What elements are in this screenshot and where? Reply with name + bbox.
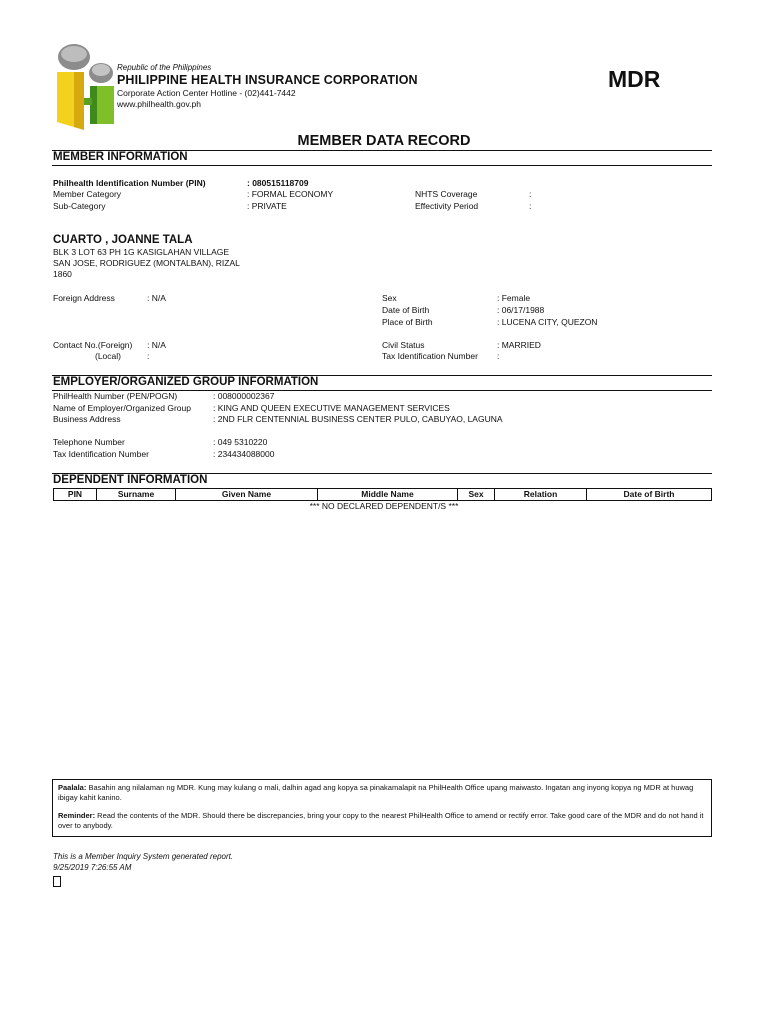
sex-label: Sex [382,293,397,303]
telephone-label: Telephone Number [53,437,125,447]
col-surname: Surname [97,489,176,501]
pin-value: : 080515118709 [247,178,309,188]
dob-value: : 06/17/1988 [497,305,545,315]
generated-timestamp: 9/25/2019 7:26:55 AM [53,863,132,872]
sex-value: : Female [497,293,531,303]
effectivity-value: : [529,201,532,211]
col-date-of-birth: Date of Birth [587,489,712,501]
contact-local-value: : [147,351,150,361]
pin-label: Philhealth Identification Number (PIN) [53,178,206,188]
member-category-value: : FORMAL ECONOMY [247,189,334,199]
reminder-label: Reminder: [58,811,96,820]
business-address-value: : 2ND FLR CENTENNIAL BUSINESS CENTER PULO, CABUYAO, LAGUNA [213,414,503,424]
address-line-1: BLK 3 LOT 63 PH 1G KASIGLAHAN VILLAGE [53,247,230,257]
paalala-text: Basahin ang nilalaman ng MDR. Kung may kulang o mali, dalhin agad ang kopya sa pinakamalapit na PhilHealth Office upang maiwasto. Ingatan ang inyong kopya ng MDR at huwag ibigay kahit kanino. [58,783,694,802]
contact-foreign-value: : N/A [147,340,166,350]
employer-tin-value: : 234434088000 [213,449,275,459]
section-divider [52,165,712,166]
form-code: MDR [608,66,661,92]
dependent-info-heading: DEPENDENT INFORMATION [53,474,208,486]
col-middle-name: Middle Name [318,489,458,501]
missing-glyph-icon [53,876,61,887]
foreign-address-label: Foreign Address [53,293,115,303]
business-address-label: Business Address [53,414,121,424]
philhealth-logo-icon [52,42,118,134]
foreign-address-value: : N/A [147,293,166,303]
pob-value: : LUCENA CITY, QUEZON [497,317,598,327]
contact-local-label: (Local) [95,351,121,361]
member-name: CUARTO , JOANNE TALA [53,234,193,246]
contact-foreign-label: Contact No.(Foreign) [53,340,133,350]
website-text: www.philhealth.gov.ph [117,99,201,109]
paalala-label: Paalala: [58,783,87,792]
col-sex: Sex [458,489,495,501]
page-title: MEMBER DATA RECORD [297,133,471,149]
employer-name-value: : KING AND QUEEN EXECUTIVE MANAGEMENT SERVICES [213,403,450,413]
col-relation: Relation [495,489,587,501]
republic-text: Republic of the Philippines [117,63,212,72]
employer-tin-label: Tax Identification Number [53,449,149,459]
employer-info-heading: EMPLOYER/ORGANIZED GROUP INFORMATION [53,376,319,388]
member-info-heading: MEMBER INFORMATION [53,151,188,163]
employer-name-label: Name of Employer/Organized Group [53,403,191,413]
paalala-paragraph [58,783,706,803]
reminder-text: Read the contents of the MDR. Should there be discrepancies, bring your copy to the nearest PhilHealth Office to amend or rectify error. Take good care of the MDR and do not hand it over to anybody. [58,811,704,830]
effectivity-label: Effectivity Period [415,201,479,211]
hotline-text: Corporate Action Center Hotline - (02)441-7442 [117,88,296,98]
address-line-2: SAN JOSE, RODRIGUEZ (MONTALBAN), RIZAL [53,258,240,268]
notice-box [52,779,712,837]
sub-category-value: : PRIVATE [247,201,287,211]
dependent-table [53,488,712,501]
pen-label: PhilHealth Number (PEN/POGN) [53,391,178,401]
col-given-name: Given Name [176,489,318,501]
reminder-paragraph [58,811,706,831]
nhts-value: : [529,189,532,199]
civil-status-value: : MARRIED [497,340,541,350]
no-dependents-message: *** NO DECLARED DEPENDENT/S *** [309,501,459,511]
civil-status-label: Civil Status [382,340,425,350]
generated-note: This is a Member Inquiry System generated report. [53,852,234,861]
col-pin: PIN [54,489,97,501]
nhts-label: NHTS Coverage [415,189,478,199]
pob-label: Place of Birth [382,317,433,327]
address-line-3: 1860 [53,269,72,279]
pen-value: : 008000002367 [213,391,275,401]
dob-label: Date of Birth [382,305,430,315]
corporation-name: PHILIPPINE HEALTH INSURANCE CORPORATION [117,73,418,87]
tin-label: Tax Identification Number [382,351,478,361]
member-category-label: Member Category [53,189,122,199]
tin-value: : [497,351,500,361]
telephone-value: : 049 5310220 [213,437,268,447]
sub-category-label: Sub-Category [53,201,106,211]
